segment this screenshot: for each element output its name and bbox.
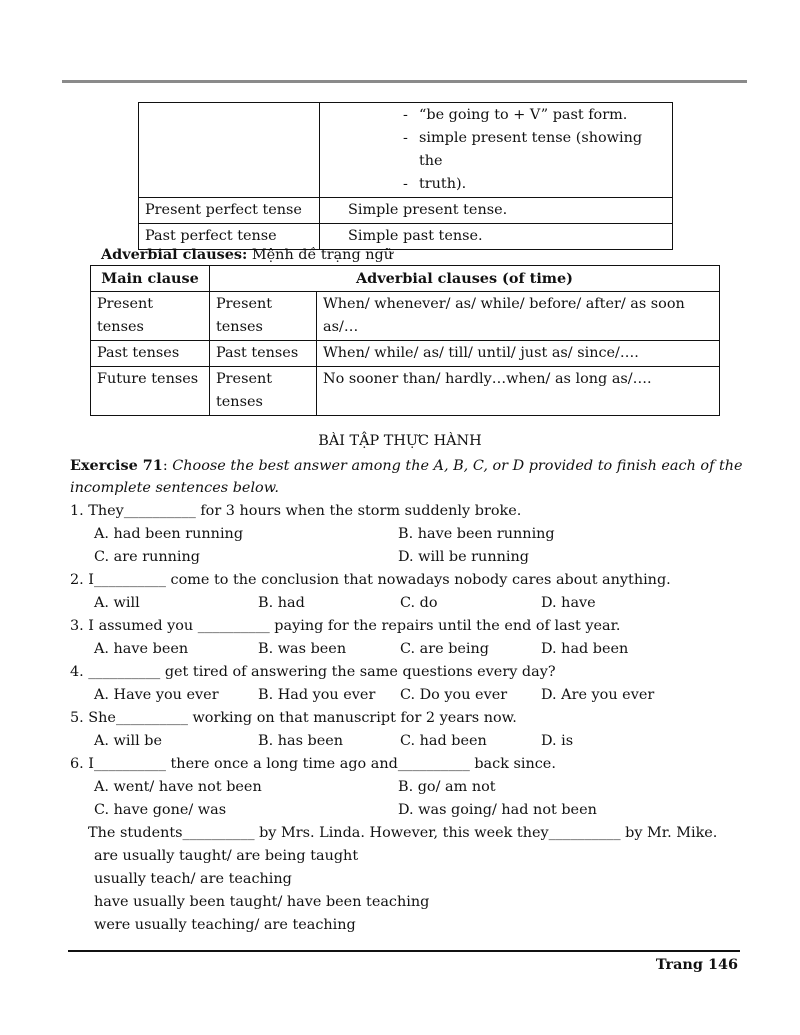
page-number: Trang 146 (655, 956, 738, 973)
options-row: A. had been running B. have been running (94, 526, 555, 542)
option: were usually teaching/ are teaching (94, 917, 356, 933)
question: 2. I__________ come to the conclusion that nowadays nobody cares about anything. (70, 572, 671, 588)
option: are usually taught/ are being taught (94, 848, 359, 864)
adverbial-heading: Adverbial clauses: Mệnh đề trạng ngữ (101, 246, 393, 263)
top-rule (62, 80, 747, 83)
bottom-rule (68, 950, 740, 952)
exercise-block: Exercise 71: Choose the best answer among the A, B, C, or D provided to finish each of the incomplete sentences below. 1. They__________ for 3 hours when the storm suddenly broke. A. had been running B. have been running C. are running D. will be running 2. I__________ come to the conclusion that nowadays nobody cares about anything. A. will B. had C. do D. have 3. I assumed you __________ paying for the repairs until the end of last year. A. have been B. was been C. are being D. had been 4. __________ get tired of answering the same questions every day? A. Have you ever B. Had you ever C. Do you ever D. Are you ever 5. She__________ working on that manuscript for 2 years now. A. will be B. has been C. had been D. is 6. I__________ there once a long time ago and__________ back since. A. went/ have not been B. go/ am not C. have gone/ was D. was going/ had not been The students__________ by Mrs. Linda. However, this week they__________ by Mr. Mike. are usually taught/ are being taught usually teach/ are teaching have usually been taught/ have been teaching were usually teaching/ are teaching (70, 454, 750, 937)
options-row: A. have been B. was been C. are being D. had been (94, 641, 629, 657)
question: 6. I__________ there once a long time ago and__________ back since. (70, 756, 556, 772)
options-row: A. will B. had C. do D. have (94, 595, 596, 611)
options-row: A. will be B. has been C. had been D. is (94, 733, 574, 749)
main-tense-cell: Past perfect tense (139, 224, 320, 250)
table-row: Future tenses Present tenses No sooner than/ hardly…when/ as long as/…. (91, 367, 720, 416)
option: usually teach/ are teaching (94, 871, 292, 887)
table-header-row (91, 266, 720, 292)
table-row: Present tenses Present tenses When/ whenever/ as/ while/ before/ after/ as soon as/… (91, 292, 720, 341)
list-item: - simple present tense (showing the (326, 127, 666, 173)
list-item: - “be going to + V” past form. (326, 104, 666, 127)
options-row: C. have gone/ was D. was going/ had not been (94, 802, 597, 818)
table-row (139, 198, 673, 224)
table-row: Past tenses Past tenses When/ while/ as/ till/ until/ just as/ since/…. (91, 341, 720, 367)
options-row: A. Have you ever B. Had you ever C. Do you ever D. Are you ever (94, 687, 655, 703)
list-item: - truth). (326, 173, 666, 196)
section-title: BÀI TẬP THỰC HÀNH (318, 433, 482, 449)
table-row (139, 103, 673, 198)
question: 5. She__________ working on that manuscript for 2 years now. (70, 710, 517, 726)
question: The students__________ by Mrs. Linda. However, this week they__________ by Mr. Mike. (88, 825, 718, 841)
tense-table (138, 102, 673, 250)
header-adverbial-clauses: Adverbial clauses (of time) (210, 266, 720, 292)
option: have usually been taught/ have been teaching (94, 894, 430, 910)
question: 4. __________ get tired of answering the same questions every day? (70, 664, 556, 680)
sub-tense-cell: Simple past tense. (320, 224, 673, 250)
question: 3. I assumed you __________ paying for the repairs until the end of last year. (70, 618, 621, 634)
options-row: C. are running D. will be running (94, 549, 529, 565)
options-row: A. went/ have not been B. go/ am not (94, 779, 496, 795)
header-main-clause: Main clause (91, 266, 210, 292)
exercise-instruction: Exercise 71: Choose the best answer among the A, B, C, or D provided to finish each of the (70, 457, 743, 474)
main-tense-cell: Present perfect tense (139, 198, 320, 224)
adverbial-table (90, 265, 720, 416)
sub-tense-cell: Simple present tense. (320, 198, 673, 224)
question: 1. They__________ for 3 hours when the storm suddenly broke. (70, 503, 522, 519)
